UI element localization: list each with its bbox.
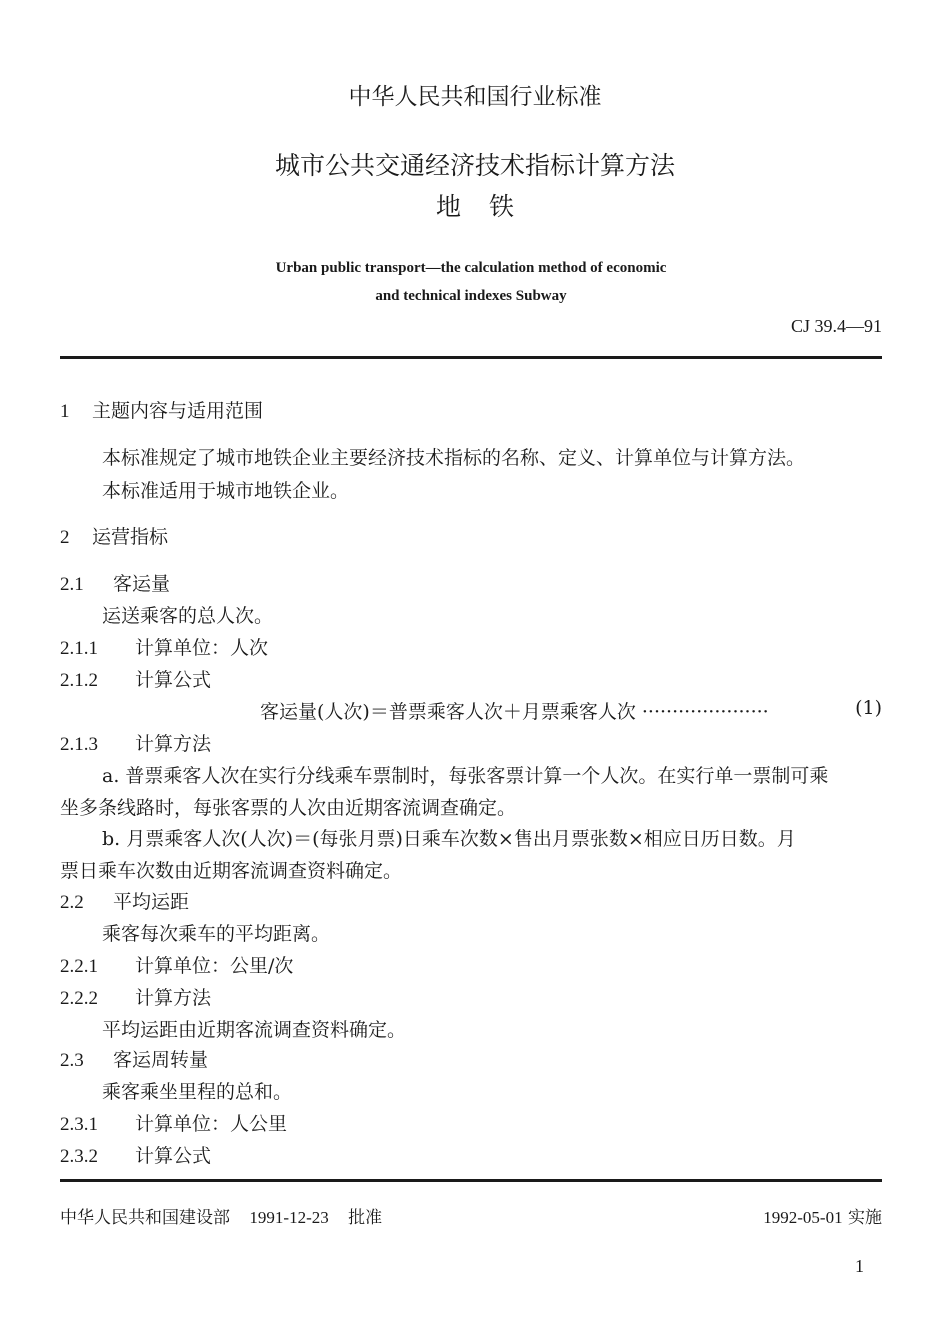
clause-number: 2.2 <box>60 892 84 913</box>
item-a-line-1: a. 普票乘客人次在实行分线乘车票制时，每张客票计算一个人次。在实行单一票制可乘 <box>102 765 829 787</box>
english-title-line1: Urban public transport—the calculation method of economic <box>275 260 667 276</box>
clause-text: 计算公式 <box>135 669 212 691</box>
clause-2-2-definition: 乘客每次乘车的平均距离。 <box>102 923 331 945</box>
section-1-title: 主题内容与适用范围 <box>92 400 264 422</box>
clause-number: 2.2.2 <box>60 988 98 1009</box>
standard-code: CJ 39.4—91 <box>790 316 882 336</box>
clause-2-1-2 <box>60 665 211 692</box>
footer-implementation <box>763 1203 882 1228</box>
clause-2-1 <box>60 569 170 596</box>
clause-number: 2.1.2 <box>60 670 98 691</box>
clause-2-3 <box>60 1045 208 1072</box>
item-b-line-1: b. 月票乘客人次(人次)＝(每张月票)日乘车次数×售出月票张数×相应日历日数。月 <box>102 828 796 850</box>
clause-title: 客运周转量 <box>113 1049 209 1071</box>
implementation-label: 实施 <box>848 1208 882 1228</box>
clause-number: 2.1.3 <box>60 734 98 755</box>
clause-2-2-2 <box>60 983 211 1010</box>
clause-2-2-2-text: 平均运距由近期客流调查资料确定。 <box>102 1019 407 1041</box>
clause-2-1-1 <box>60 633 268 660</box>
footer-approval <box>60 1203 382 1228</box>
clause-number: 2.3 <box>60 1050 84 1071</box>
clause-number: 2.2.1 <box>60 956 98 977</box>
clause-number: 2.1 <box>60 574 84 595</box>
item-a-line-2: 坐多条线路时，每张客票的人次由近期客流调查确定。 <box>60 797 517 819</box>
issuer: 中华人民共和国建设部 <box>60 1208 230 1228</box>
clause-2-2 <box>60 887 189 914</box>
footer-rule <box>60 1179 882 1182</box>
section-2-number: 2 <box>60 527 70 548</box>
item-b-line-2: 票日乘车次数由近期客流调查资料确定。 <box>60 860 403 882</box>
document-title: 城市公共交通经济技术指标计算方法 <box>274 151 675 180</box>
header-rule <box>60 356 882 359</box>
section-2-title: 运营指标 <box>92 526 169 548</box>
section-1-paragraph-1: 本标准规定了城市地铁企业主要经济技术指标的名称、定义、计算单位与计算方法。 <box>102 447 806 469</box>
clause-2-1-definition: 运送乘客的总人次。 <box>102 605 274 627</box>
standard-type: 中华人民共和国行业标准 <box>348 84 602 110</box>
english-title-line2: and technical indexes Subway <box>375 288 567 304</box>
section-1-paragraph-2: 本标准适用于城市地铁企业。 <box>102 480 350 502</box>
clause-text: 计算方法 <box>135 733 212 755</box>
document-subtitle: 地铁 <box>435 192 542 221</box>
approve-date: 1991-12-23 <box>249 1208 329 1227</box>
formula-1: 客运量(人次)＝普票乘客人次＋月票乘客人次 ····················· <box>260 701 769 723</box>
clause-text: 计算单位：人次 <box>135 637 269 659</box>
clause-2-3-1 <box>60 1109 287 1136</box>
clause-text: 计算单位：公里/次 <box>135 955 294 977</box>
formula-1-number: (1) <box>855 697 882 719</box>
clause-number: 2.1.1 <box>60 638 98 659</box>
clause-number: 2.3.1 <box>60 1114 98 1135</box>
page-number: 1 <box>855 1256 864 1276</box>
section-1-heading <box>60 396 263 423</box>
approve-label: 批准 <box>348 1208 383 1228</box>
clause-title: 平均运距 <box>113 891 190 913</box>
clause-number: 2.3.2 <box>60 1146 98 1167</box>
clause-2-2-1 <box>60 951 293 978</box>
implementation-date: 1992-05-01 <box>763 1208 843 1227</box>
clause-text: 计算单位：人公里 <box>135 1113 288 1135</box>
clause-2-1-3 <box>60 729 211 756</box>
clause-text: 计算公式 <box>135 1145 212 1167</box>
section-1-number: 1 <box>60 401 70 422</box>
clause-text: 计算方法 <box>135 987 212 1009</box>
clause-title: 客运量 <box>113 573 171 595</box>
clause-2-3-2 <box>60 1141 211 1168</box>
clause-2-3-definition: 乘客乘坐里程的总和。 <box>102 1081 293 1103</box>
section-2-heading <box>60 522 168 549</box>
